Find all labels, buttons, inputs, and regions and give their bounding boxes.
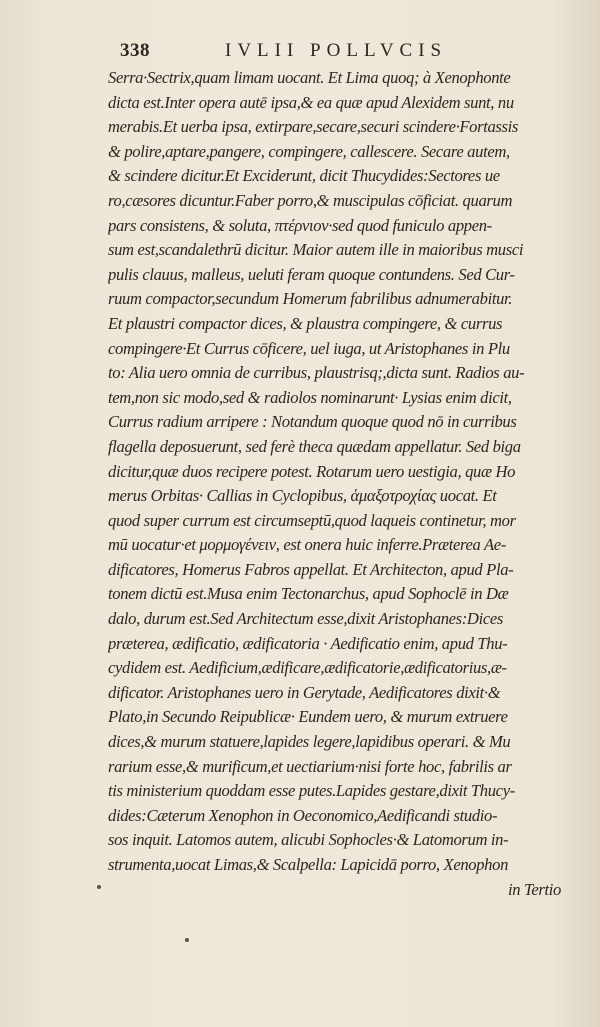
text-line: flagella deposuerunt, sed ferè theca quædam appellatur. Sed biga [108,436,521,456]
text-line: tonem dictū est.Musa enim Tectonarchus, apud Sophoclē in Dæ [108,584,509,604]
text-line: compingere·Et Currus cōficere, uel iuga, ut Aristophanes in Plu [108,338,510,358]
text-line: dificatores, Homerus Fabros appellat. Et Architecton, apud Pla- [108,559,514,579]
text-line: sum est,scandalethrū dicitur. Maior autem ille in maioribus musci [108,240,524,260]
running-title: IVLII POLLVCIS [225,40,448,61]
text-line: & scindere dicitur.Et Exciderunt, dicit Thucydides:Sectores ue [108,166,500,186]
text-line: ruum compactor,secundum Homerum fabrilibus adnumerabitur. [108,289,513,309]
text-line: ro,cæsores dicuntur.Faber porro,& muscipulas cōficiat. quarum [108,190,513,210]
text-line: strumenta,uocat Limas,& Scalpella: Lapicidā porro, Xenophon [108,855,509,874]
text-line: tem,non sic modo,sed & radiolos nominarunt· Lysias enim dicit, [108,387,512,407]
text-line: dices,& murum statuere,lapides legere,lapidibus operari. & Mu [108,732,511,752]
text-line: merus Orbitas· Callias in Cyclopibus, ἁμαξοτροχίας uocat. Et [108,486,497,506]
text-line: mū uocatur·et μορμογένειν, est onera huic inferre.Præterea Ae- [108,535,506,555]
body-text [108,66,598,902]
text-line: to: Alia uero omnia de curribus, plaustrisq;,dicta sunt. Radios au- [108,363,525,383]
text-line: dides:Cæterum Xenophon in Oeconomico,Aedificandi studio- [108,805,498,825]
text-line: & polire,aptare,pangere, compingere, callescere. Secare autem, [108,141,510,161]
text-line: cydidem est. Aedificium,ædificare,ædificatorie,ædificatorius,æ- [108,658,507,678]
text-line: Et plaustri compactor dices, & plaustra compingere, & currus [108,313,503,333]
ink-speck [185,938,189,942]
text-line: quod super currum est circumseptū,quod laqueis continetur, mor [108,510,516,530]
text-line: Serra·Sectrix,quam limam uocant. Et Lima quoq; à Xenophonte [108,68,511,87]
text-line: pulis clauus, malleus, ueluti feram quoque contundens. Sed Cur- [108,264,515,284]
text-line: sos inquit. Latomos autem, alicubi Sophocles·& Latomorum in- [108,830,509,850]
margin-mark [97,885,101,889]
text-line: pars consistens, & soluta, πτέρνιον·sed quod funiculo appen- [108,215,492,235]
text-line: dicta est.Inter opera autē ipsa,& ea quæ apud Alexidem sunt, nu [108,92,514,112]
text-line: Plato,in Secundo Reipublicæ· Eundem uero, & murum extruere [108,707,508,727]
text-line: Currus radium arripere : Notandum quoque quod nō in curribus [108,412,517,432]
text-line: præterea, ædificatio, ædificatoria · Aedificatio enim, apud Thu- [108,633,508,653]
page-number: 338 [120,40,150,61]
text-line: dalo, durum est.Sed Architectum esse,dixit Aristophanes:Dices [108,609,503,629]
text-line: dicitur,quæ duos recipere potest. Rotarum uero uestigia, quæ Ho [108,461,516,481]
text-line: merabis.Et uerba ipsa, extirpare,secare,securi scindere·Fortassis [108,117,519,137]
text-line: dificator. Aristophanes uero in Gerytade, Aedificatores dixit·& [108,682,501,702]
page-header [120,40,520,64]
text-line: tis ministerium quoddam esse putes.Lapides gestare,dixit Thucy- [108,781,515,801]
catchword-line: in Tertio [508,879,561,899]
text-line: rarium esse,& murificum,et uectiarium·nisi forte hoc, fabrilis ar [108,756,512,776]
